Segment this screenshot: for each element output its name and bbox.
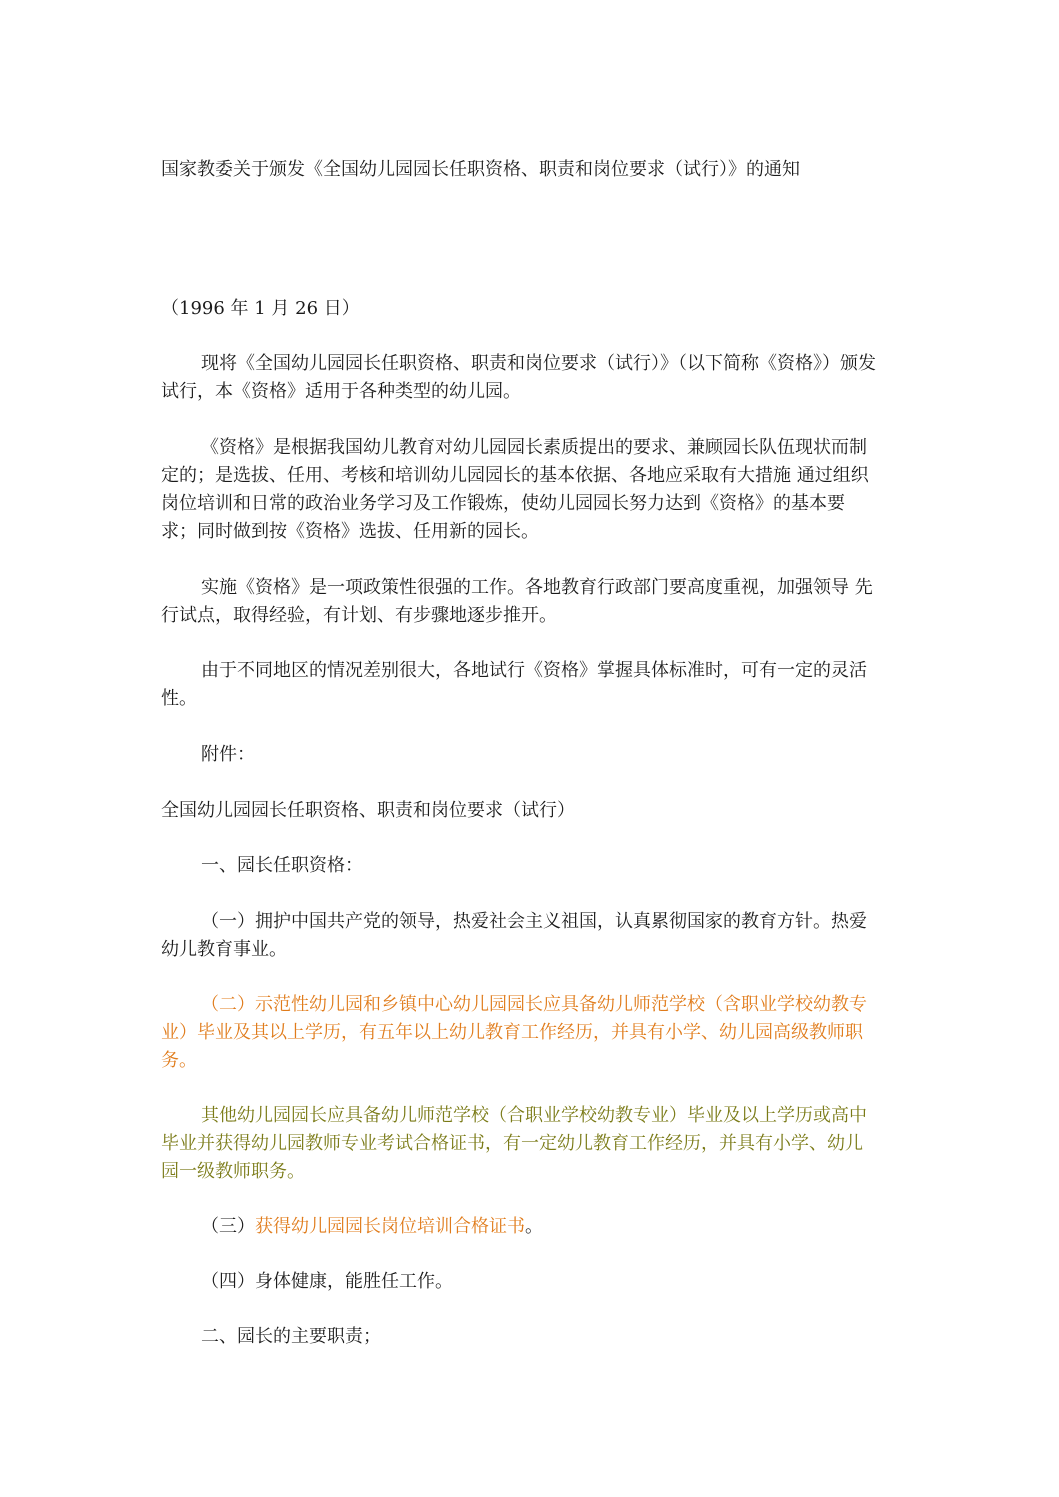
attachment-title: 全国幼儿园园长任职资格、职责和岗位要求（试行） <box>161 800 575 821</box>
section-1-heading: 一、园长任职资格： <box>201 855 363 876</box>
item-3-prefix: （三） <box>201 1216 255 1237</box>
paragraph-3-line-2: 行试点，取得经验，有计划、有步骤地逐步推开。 <box>161 605 557 626</box>
item-2-line-2: 业）毕业及其以上学历，有五年以上幼儿教育工作经历，并具有小学、幼儿园高级教师职 <box>161 1022 863 1043</box>
item-2b-line-3: 园一级教师职务。 <box>161 1161 305 1182</box>
paragraph-2-line-3: 岗位培训和日常的政治业务学习及工作锻炼，使幼儿园园长努力达到《资格》的基本要 <box>161 493 845 514</box>
paragraph-1-line-1: 现将《全国幼儿园园长任职资格、职责和岗位要求（试行）》（以下简称《资格》）颁发 <box>201 353 876 374</box>
item-2b-line-1: 其他幼儿园园长应具备幼儿师范学校（合职业学校幼教专业）毕业及以上学历或高中 <box>201 1105 867 1126</box>
item-2-line-3: 务。 <box>161 1050 197 1071</box>
item-4: （四）身体健康，能胜任工作。 <box>201 1271 453 1292</box>
item-3-suffix: 。 <box>525 1216 543 1237</box>
paragraph-2-line-4: 求；同时做到按《资格》选拔、任用新的园长。 <box>161 521 539 542</box>
paragraph-4-line-2: 性。 <box>161 688 197 709</box>
document-date: （1996 年 1 月 26 日） <box>161 298 360 319</box>
attachment-label: 附件： <box>201 744 255 765</box>
paragraph-2-line-2: 定的；是选拔、任用、考核和培训幼儿园园长的基本依据、各地应采取有大措施 通过组织 <box>161 465 869 486</box>
paragraph-2-line-1: 《资格》是根据我国幼儿教育对幼儿园园长素质提出的要求、兼顾园长队伍现状而制 <box>201 437 867 458</box>
document-title: 国家教委关于颁发《全国幼儿园园长任职资格、职责和岗位要求（试行）》的通知 <box>161 159 800 180</box>
item-2-line-1: （二）示范性幼儿园和乡镇中心幼儿园园长应具备幼儿师范学校（含职业学校幼教专 <box>201 994 867 1015</box>
item-1-line-1: （一）拥护中国共产党的领导，热爱社会主义祖国，认真累彻国家的教育方针。热爱 <box>201 911 867 932</box>
section-2-heading: 二、园长的主要职责； <box>201 1326 381 1347</box>
paragraph-4-line-1: 由于不同地区的情况差别很大，各地试行《资格》掌握具体标准时，可有一定的灵活 <box>201 660 867 681</box>
item-1-line-2: 幼儿教育事业。 <box>161 939 287 960</box>
item-3 <box>201 1213 543 1241</box>
paragraph-3-line-1: 实施《资格》是一项政策性很强的工作。各地教育行政部门要高度重视，加强领导 先 <box>201 577 873 598</box>
item-2b-line-2: 毕业并获得幼儿园教师专业考试合格证书，有一定幼儿教育工作经历，并具有小学、幼儿 <box>161 1133 863 1154</box>
paragraph-1-line-2: 试行，本《资格》适用于各种类型的幼儿园。 <box>161 381 521 402</box>
item-3-text: 获得幼儿园园长岗位培训合格证书 <box>255 1216 525 1237</box>
